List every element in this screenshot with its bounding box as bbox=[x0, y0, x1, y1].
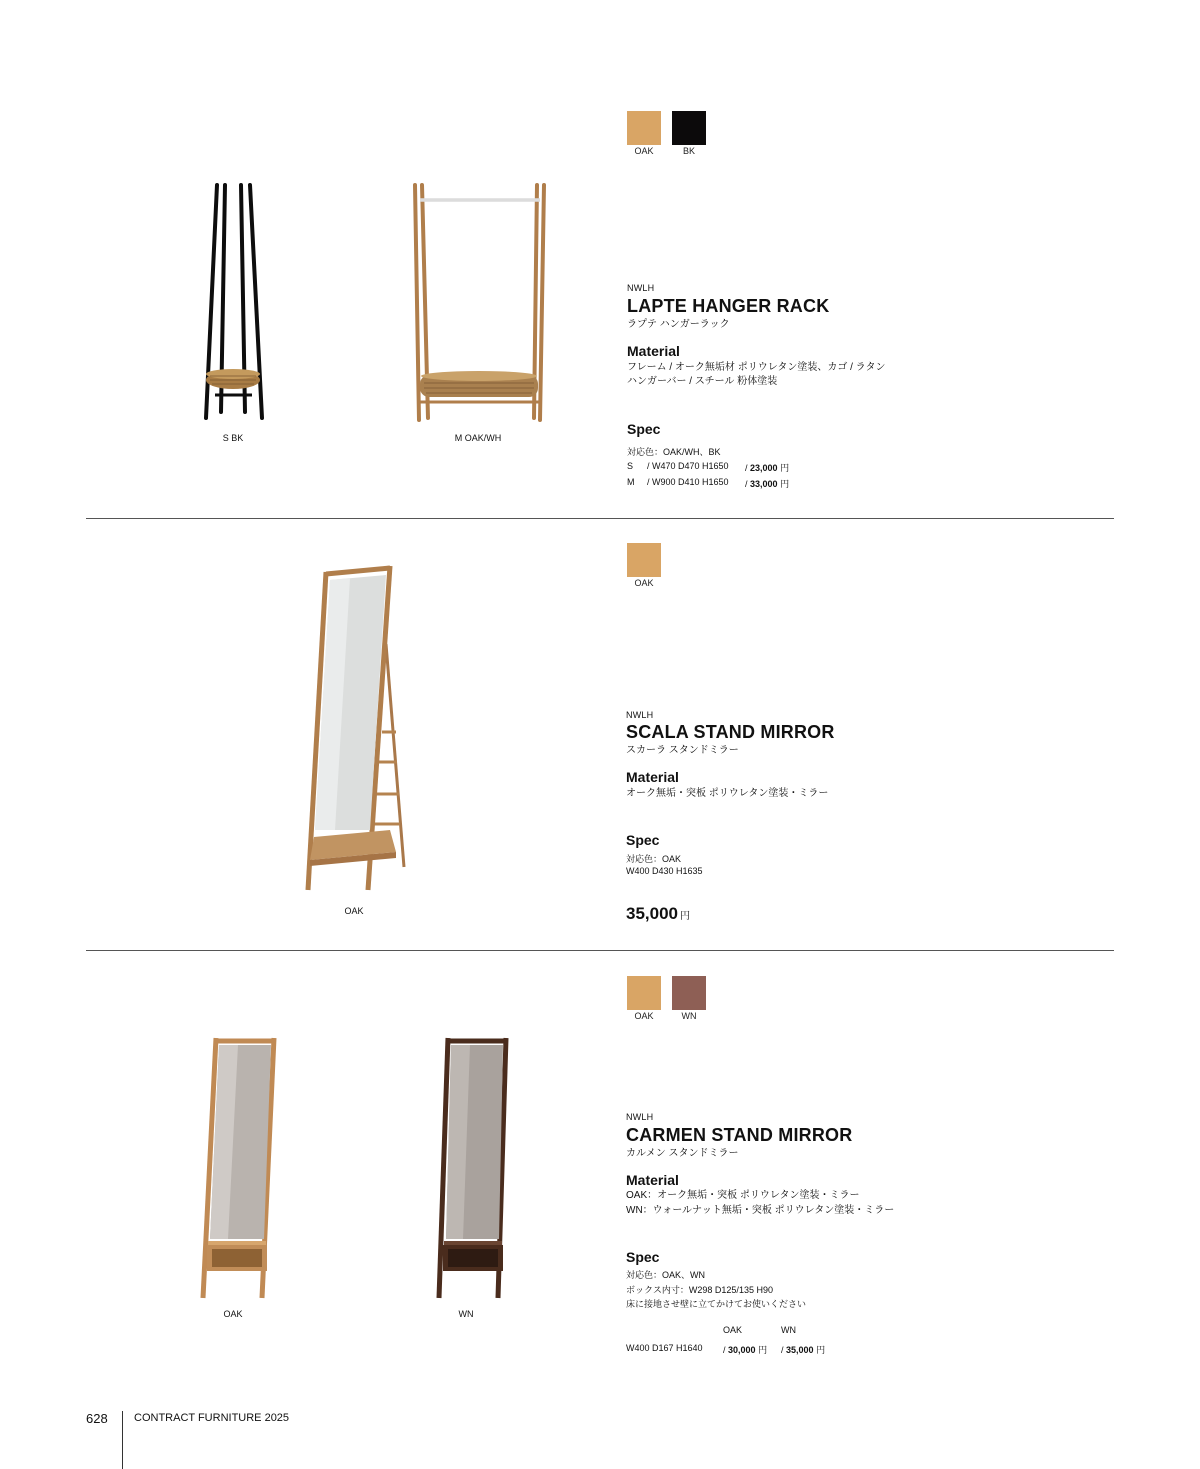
material-line: オーク無垢・突板 ポリウレタン塗装・ミラー bbox=[626, 788, 829, 799]
spec-row-size: M bbox=[627, 477, 635, 487]
carmen-mirror-oak-image bbox=[198, 1035, 282, 1301]
scala-mirror-oak-image bbox=[300, 562, 412, 894]
price-unit: 円 bbox=[680, 911, 690, 922]
material-line: OAK：オーク無垢・突板 ポリウレタン塗装・ミラー bbox=[626, 1190, 860, 1201]
color-swatch-oak bbox=[627, 111, 661, 145]
section-divider bbox=[86, 950, 1114, 951]
material-heading: Material bbox=[626, 1172, 679, 1188]
product-title: CARMEN STAND MIRROR bbox=[626, 1125, 853, 1145]
product-subtitle: ラプテ ハンガーラック bbox=[627, 319, 730, 330]
price-unit: 円 bbox=[780, 463, 790, 473]
price-value: 23,000 bbox=[750, 463, 778, 473]
spec-line: 対応色：OAK bbox=[626, 854, 682, 864]
product-subtitle: カルメン スタンドミラー bbox=[626, 1148, 739, 1159]
section-divider bbox=[86, 518, 1114, 519]
swatch-label: OAK bbox=[634, 578, 654, 588]
spec-row-dims: / W470 D470 H1650 bbox=[647, 461, 729, 471]
swatch-label: OAK bbox=[634, 1011, 654, 1021]
price-table-cell: / 35,000 円 bbox=[781, 1345, 826, 1355]
brand-label: NWLH bbox=[627, 283, 655, 293]
page-number: 628 bbox=[86, 1411, 108, 1426]
spec-row-price: / 23,000 円 bbox=[745, 463, 790, 473]
material-line: フレーム / オーク無垢材 ポリウレタン塗装、カゴ / ラタン bbox=[627, 362, 886, 373]
spec-row-price: / 33,000 円 bbox=[745, 479, 790, 489]
footer-divider bbox=[122, 1411, 123, 1469]
swatch-label: OAK bbox=[634, 146, 654, 156]
price-value: 35,000 bbox=[786, 1345, 814, 1355]
image-caption: OAK bbox=[223, 1309, 243, 1319]
price-value: 30,000 bbox=[728, 1345, 756, 1355]
spec-heading: Spec bbox=[626, 1249, 660, 1265]
catalog-title: CONTRACT FURNITURE 2025 bbox=[134, 1412, 290, 1424]
material-heading: Material bbox=[627, 343, 680, 359]
material-line: WN：ウォールナット無垢・突板 ポリウレタン塗装・ミラー bbox=[626, 1205, 895, 1216]
color-swatch-bk bbox=[672, 111, 706, 145]
spec-row-size: S bbox=[627, 461, 634, 471]
spec-colors: 対応色：OAK/WH、BK bbox=[627, 447, 721, 457]
material-line: ハンガーバー / スチール 粉体塗装 bbox=[627, 376, 778, 387]
color-swatch-oak bbox=[627, 976, 661, 1010]
hanger-rack-small-black-image bbox=[200, 180, 270, 425]
color-swatch-oak bbox=[627, 543, 661, 577]
image-caption: S BK bbox=[222, 433, 244, 443]
spec-line: ボックス内寸：W298 D125/135 H90 bbox=[626, 1285, 773, 1295]
material-heading: Material bbox=[626, 769, 679, 785]
price-value: 35,000 bbox=[626, 904, 678, 923]
price-unit: 円 bbox=[780, 479, 790, 489]
color-swatch-wn bbox=[672, 976, 706, 1010]
price-unit: 円 bbox=[816, 1345, 826, 1355]
product-subtitle: スカーラ スタンドミラー bbox=[626, 745, 739, 756]
spec-heading: Spec bbox=[626, 832, 660, 848]
price-table-header: OAK bbox=[723, 1325, 743, 1335]
hanger-rack-medium-oak-image bbox=[408, 180, 548, 425]
image-caption: M OAK/WH bbox=[454, 433, 502, 443]
brand-label: NWLH bbox=[626, 710, 654, 720]
price-table-dims: W400 D167 H1640 bbox=[626, 1343, 703, 1353]
spec-heading: Spec bbox=[627, 421, 661, 437]
spec-line: 床に接地させ壁に立てかけてお使いください bbox=[626, 1299, 807, 1309]
product-title: LAPTE HANGER RACK bbox=[627, 296, 830, 316]
swatch-label: WN bbox=[681, 1011, 697, 1021]
spec-line: W400 D430 H1635 bbox=[626, 866, 703, 876]
product-price bbox=[626, 904, 690, 924]
spec-line: 対応色：OAK、WN bbox=[626, 1270, 706, 1280]
price-value: 33,000 bbox=[750, 479, 778, 489]
swatch-label: BK bbox=[682, 146, 695, 156]
price-table-cell: / 30,000 円 bbox=[723, 1345, 768, 1355]
brand-label: NWLH bbox=[626, 1112, 654, 1122]
price-table-header: WN bbox=[781, 1325, 796, 1335]
spec-row-dims: / W900 D410 H1650 bbox=[647, 477, 729, 487]
product-title: SCALA STAND MIRROR bbox=[626, 722, 835, 742]
image-caption: OAK bbox=[344, 906, 364, 916]
image-caption: WN bbox=[458, 1309, 474, 1319]
price-unit: 円 bbox=[758, 1345, 768, 1355]
carmen-mirror-walnut-image bbox=[434, 1035, 514, 1301]
